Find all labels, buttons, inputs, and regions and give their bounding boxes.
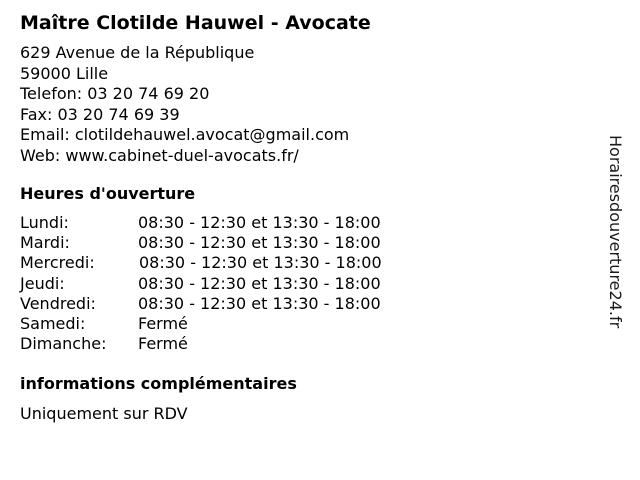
website: Web: www.cabinet-duel-avocats.fr/ bbox=[20, 145, 299, 165]
time-value: 08:30 - 12:30 et 13:30 - 18:00 bbox=[139, 253, 382, 273]
time-value: 08:30 - 12:30 et 13:30 - 18:00 bbox=[138, 273, 381, 293]
contact-block bbox=[20, 43, 349, 166]
fax-number: Fax: 03 20 74 69 39 bbox=[20, 104, 180, 124]
time-value: 08:30 - 12:30 et 13:30 - 18:00 bbox=[138, 233, 381, 253]
day-label: Dimanche: bbox=[20, 334, 107, 354]
day-label: Jeudi: bbox=[20, 273, 65, 293]
page-title: Maître Clotilde Hauwel - Avocate bbox=[20, 12, 371, 34]
time-value: 08:30 - 12:30 et 13:30 - 18:00 bbox=[138, 213, 381, 232]
city-postal: 59000 Lille bbox=[20, 63, 109, 83]
day-label: Mercredi: bbox=[20, 253, 95, 273]
street-address: 629 Avenue de la République bbox=[20, 43, 255, 62]
day-label: Lundi: bbox=[20, 213, 69, 232]
time-value: Fermé bbox=[138, 313, 188, 333]
email-address: Email: clotildehauwel.avocat@gmail.com bbox=[20, 125, 350, 144]
time-value: 08:30 - 12:30 et 13:30 - 18:00 bbox=[138, 293, 381, 313]
day-label: Mardi: bbox=[20, 233, 70, 253]
info-heading: informations complémentaires bbox=[20, 374, 297, 393]
phone-number: Telefon: 03 20 74 69 20 bbox=[20, 84, 210, 103]
day-label: Vendredi: bbox=[20, 293, 96, 313]
info-text: Uniquement sur RDV bbox=[20, 404, 188, 423]
side-brand-watermark: Horairesdouverture24.fr bbox=[606, 135, 625, 329]
time-value: Fermé bbox=[138, 334, 188, 354]
hours-heading: Heures d'ouverture bbox=[20, 184, 196, 203]
day-label: Samedi: bbox=[20, 313, 86, 333]
